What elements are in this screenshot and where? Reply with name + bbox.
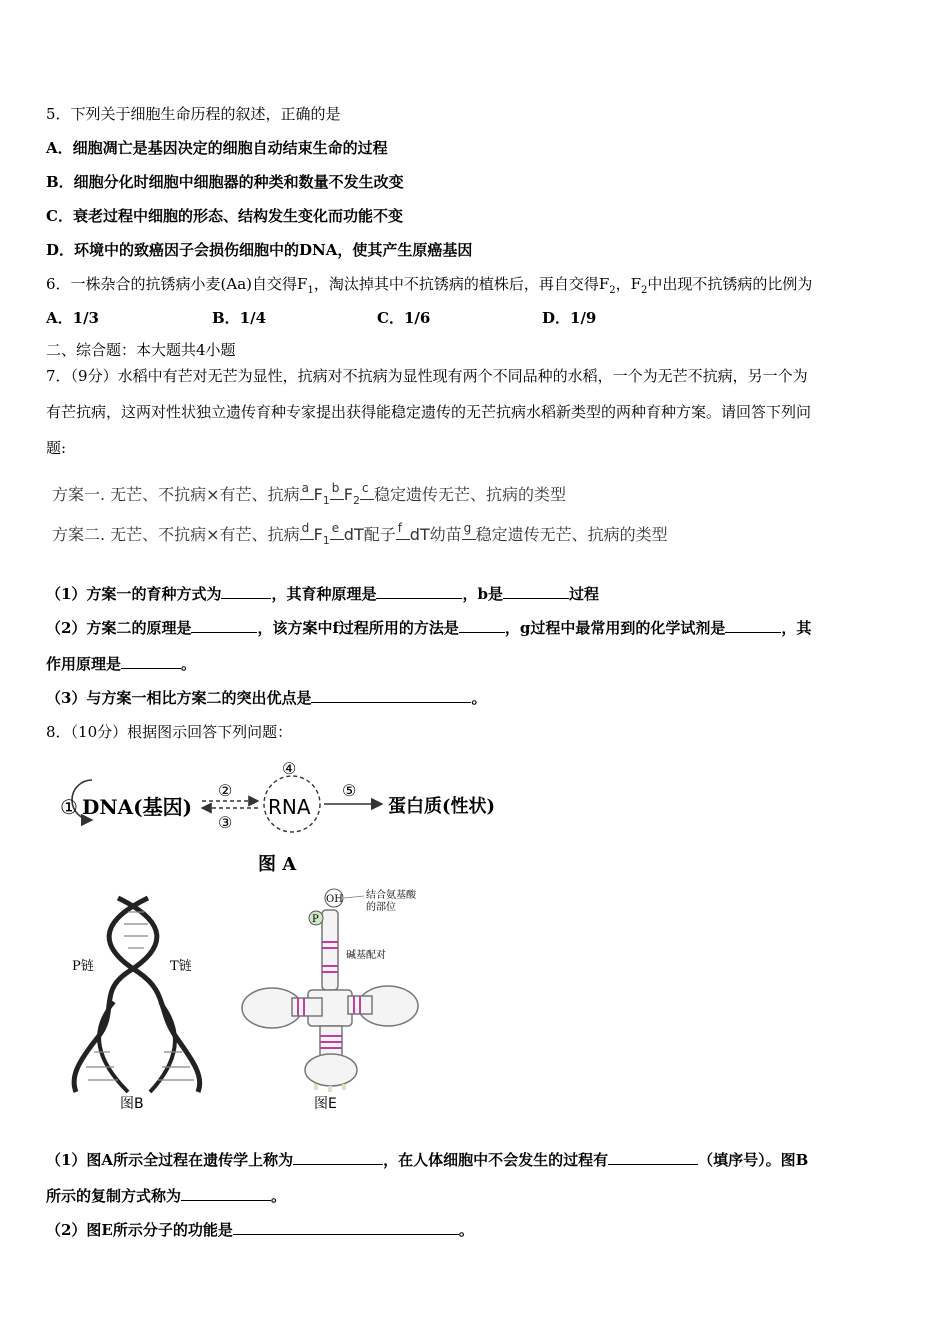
- p-chain-label: P链: [72, 959, 94, 974]
- trna-structure: [242, 910, 418, 1086]
- p-label: P: [312, 914, 319, 925]
- q6-option-a: A．1/3: [46, 309, 99, 327]
- t-chain-label: T链: [170, 959, 192, 974]
- section-heading: 二、综合题：本大题共4小题: [46, 341, 236, 359]
- q8-part2: （2）图E所示分子的功能是 。: [46, 1221, 474, 1239]
- figb-caption: 图B: [120, 1096, 144, 1112]
- answer-blank[interactable]: [221, 584, 271, 599]
- answer-blank[interactable]: [121, 654, 181, 669]
- figure-b: [58, 892, 228, 1122]
- q7-stem-line3: 题:: [46, 439, 67, 457]
- q7-part2-cont: 作用原理是 。: [46, 655, 197, 673]
- answer-blank[interactable]: [191, 618, 257, 633]
- figa-dna: DNA(基因): [82, 795, 193, 819]
- q5-option-c: C．衰老过程中细胞的形态、结构发生变化而功能不变: [46, 207, 403, 225]
- q8-part1: （1）图A所示全过程在遗传学上称为 ，在人体细胞中不会发生的过程有 （填序号）。图B: [46, 1151, 809, 1169]
- figa-protein: 蛋白质(性状): [388, 796, 496, 817]
- answer-blank[interactable]: [181, 1186, 271, 1201]
- oh-label: OH: [326, 894, 343, 905]
- answer-blank[interactable]: [293, 1150, 383, 1165]
- q7-stem-line1: 7．（9分）水稻中有芒对无芒为显性，抗病对不抗病为显性现有两个不同品种的水稻，一个为无芒不抗病，另一个为: [46, 367, 808, 385]
- scheme-two: 方案二. 无芒、不抗病×有芒、抗病 d $F_1$ e dT配子 f dT幼苗 g 稳定遗传无芒、抗病的类型: [52, 520, 668, 548]
- figa-n2: ②: [218, 781, 233, 800]
- q7-part1: （1）方案一的育种方式为 ，其育种原理是 ，b是 过程: [46, 585, 599, 603]
- q5-option-d: D．环境中的致癌因子会损伤细胞中的DNA，使其产生原癌基因: [46, 241, 473, 259]
- answer-blank[interactable]: [311, 688, 471, 703]
- q7-stem-line2: 有芒抗病，这两对性状独立遗传育种专家提出获得能稳定遗传的无芒抗病水稻新类型的两种育种方案。请回答下列问: [46, 403, 812, 421]
- figa-n4: ④: [282, 759, 297, 778]
- answer-blank[interactable]: [459, 618, 505, 633]
- answer-blank[interactable]: [608, 1150, 698, 1165]
- binding-site-line2: 的部位: [366, 902, 396, 913]
- fige-caption: 图E: [314, 1096, 337, 1112]
- answer-blank[interactable]: [503, 584, 569, 599]
- q5-stem: 5．下列关于细胞生命历程的叙述，正确的是: [46, 105, 341, 123]
- scheme-one: 方案一. 无芒、不抗病×有芒、抗病 a $F_1$ b $F_2$ c 稳定遗传无芒、抗病的类型: [52, 480, 567, 508]
- q6-option-c: C．1/6: [377, 309, 431, 327]
- figa-rna: RNA: [268, 795, 311, 819]
- q5-option-a: A．细胞凋亡是基因决定的细胞自动结束生命的过程: [46, 139, 388, 157]
- q7-part2: （2）方案二的原理是 ，该方案中f过程所用的方法是 ，g过程中最常用到的化学试剂是 ，其: [46, 619, 812, 637]
- figa-caption: 图 A: [258, 854, 297, 875]
- answer-blank[interactable]: [725, 618, 781, 633]
- q6-option-b: B．1/4: [212, 309, 267, 327]
- figure-e: [236, 886, 446, 1116]
- q6-stem: 6．一株杂合的抗锈病小麦(Aa)自交得$F_1$，淘汰掉其中不抗锈病的植株后，再自交得$F_2$，$F_2$中出现不抗锈病的比例为: [46, 275, 813, 296]
- figa-n3: ③: [218, 813, 233, 832]
- q7-part3: （3）与方案一相比方案二的突出优点是 。: [46, 689, 487, 707]
- base-pairing-label: 碱基配对: [346, 950, 386, 961]
- binding-site-line1: 结合氨基酸: [366, 890, 416, 901]
- figa-n1: ①: [60, 795, 78, 819]
- helix-strands: [74, 898, 200, 1092]
- q6-option-d: D．1/9: [542, 309, 597, 327]
- figa-n5: ⑤: [342, 781, 357, 800]
- q8-part1-cont: 所示的复制方式称为 。: [46, 1187, 287, 1205]
- binding-site-pointer: [344, 896, 364, 898]
- answer-blank[interactable]: [376, 584, 462, 599]
- answer-blank[interactable]: [233, 1220, 459, 1235]
- figure-a: [52, 756, 542, 880]
- q8-stem: 8．（10分）根据图示回答下列问题：: [46, 723, 293, 741]
- q5-option-b: B．细胞分化时细胞中细胞器的种类和数量不发生改变: [46, 173, 404, 191]
